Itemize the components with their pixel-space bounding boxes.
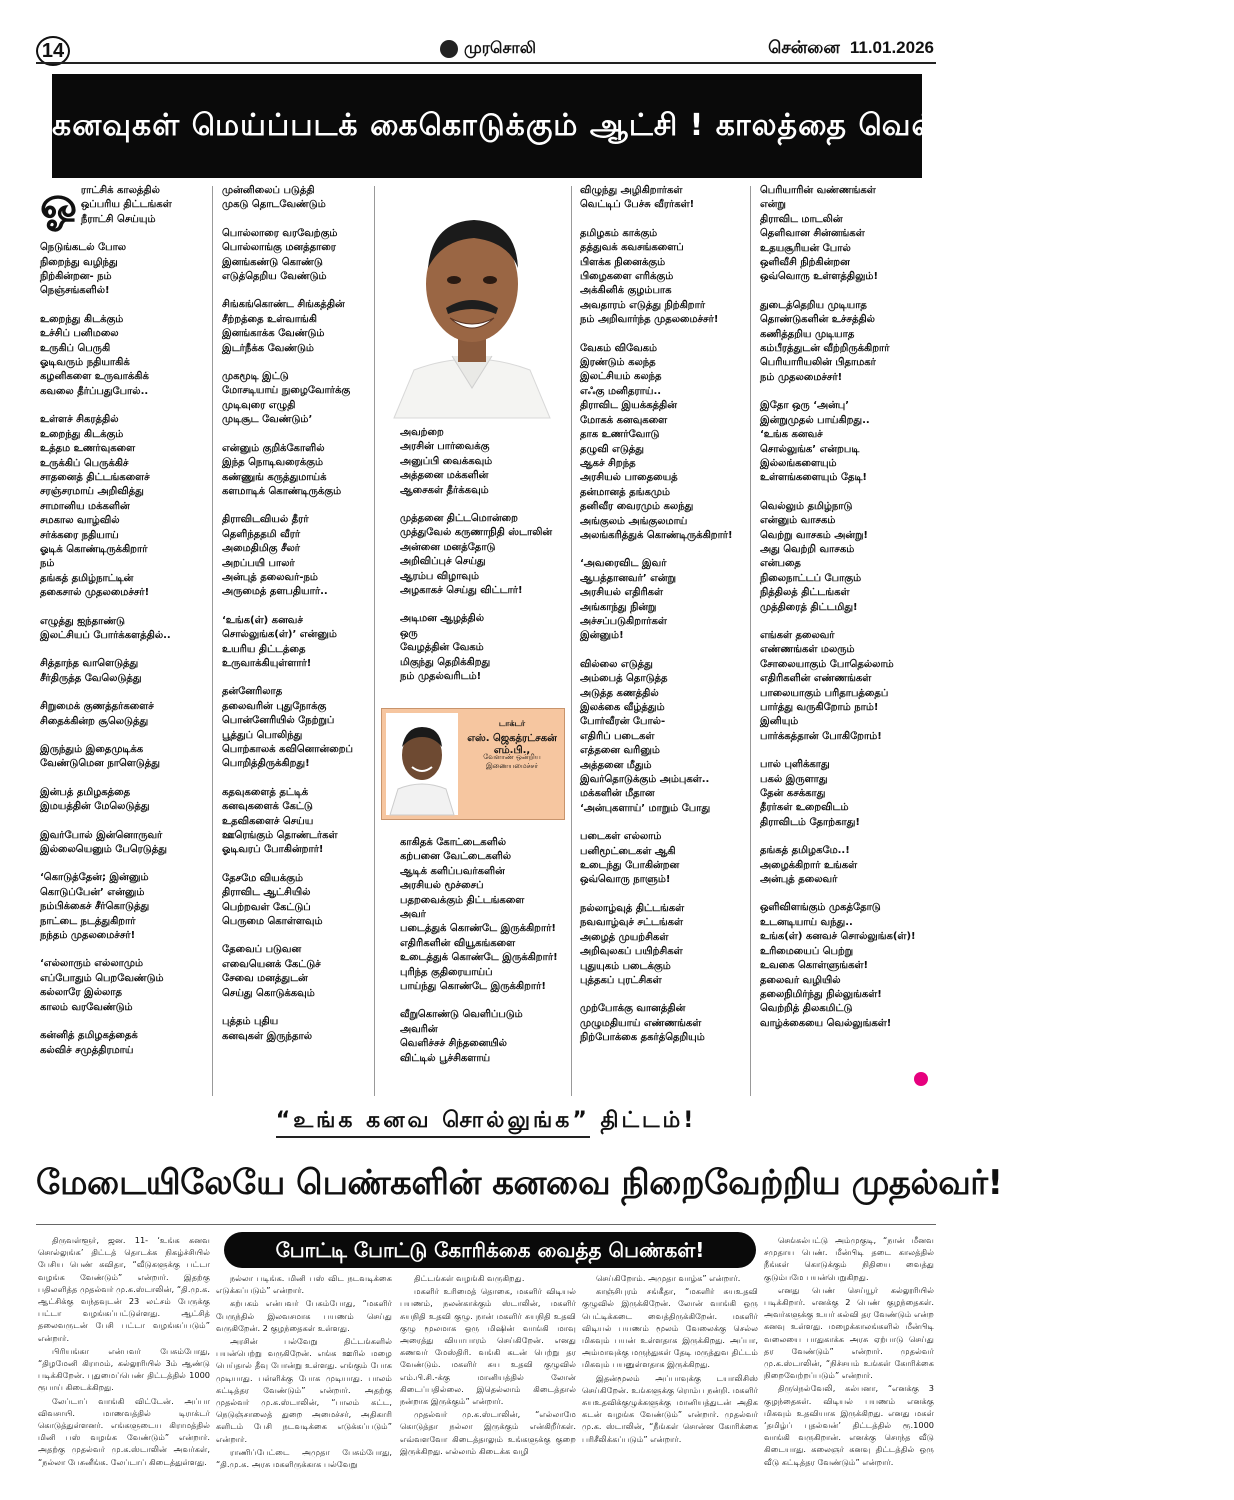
stanza: சித்தாந்த வாளெடுத்து சீர்திருத்த வேலெடுத்து bbox=[40, 658, 142, 684]
scheme-subtitle-quote: “உங்க கனவ சொல்லுங்க” bbox=[276, 1108, 590, 1138]
column-divider bbox=[212, 186, 213, 1096]
poem-column-1 bbox=[40, 179, 206, 1104]
paragraph: முதல்வர் மு.க.ஸ்டாலின், “எல்லாமே கொடுத்தா நல்லா இருக்கும் என்கிறீர்கள். எவ்வளவோ கிடைத்தாலும் உங்களுக்கு குறை இருக்கிறது. எல்லாம் கிடைக்க வழி bbox=[400, 1409, 576, 1456]
stanza: தங்கத் தமிழகமே..! அழைக்கிறார் உங்கள் அன்புத் தலைவர் bbox=[760, 845, 858, 886]
masthead bbox=[440, 38, 536, 59]
article-column-4 bbox=[582, 1272, 758, 1492]
paragraph: காஞ்சிபுரம் சங்கீதா, “மகளிர் சுயஉதவி குழுவில் இருக்கிறேன். லோன் வாங்கி ஒரு பெட்டிக்கடை வைத்திருக்கிறேன். மகளிர் விடியல் பயணம் மூலம் வேலைக்கு செல்ல மிகவும் பயன் உள்ளதாக இருக்கிறது. அப்பா, அம்மாவுக்கு மருந்துகள் தேடி மருத்துவ திட்டம் மிகவும் பயனுள்ளதாக இருக்கிறது. bbox=[582, 1286, 758, 1370]
stanza: முன்னிலைப் படுத்தி முகடு தொடவேண்டும் bbox=[222, 185, 326, 211]
column-divider bbox=[571, 186, 572, 1096]
article-rule bbox=[36, 1224, 936, 1225]
chief-minister-portrait bbox=[384, 188, 560, 418]
stanza: ராட்சிக் காலத்தில் ஒப்பரிய திட்டங்கள் நீராட்சி செய்யும் bbox=[80, 185, 172, 225]
stanza: சிறுமைக் குணத்தர்களைச் சிதைக்கின்ற சூலெடுத்து bbox=[40, 701, 154, 727]
stanza: துடைத்தெறிய முடியாத தொண்டுகளின் உச்சத்தில் கணித்தறிய முடியாத கம்பீரத்துடன் வீற்றிருக்கிறார் பெரியாரியலின் பிதாமகர் நம் முதலமைச்சர்! bbox=[760, 299, 890, 383]
author-name: எஸ். ஜெகத்ரட்சகன் எம்.பி., bbox=[467, 733, 557, 756]
poem-column-4 bbox=[580, 184, 744, 1104]
stanza: தேவைப் படுவன எவையெனக் கேட்டுச் சேவை மனத்துடன் செய்து கொடுக்கவும் bbox=[222, 944, 321, 999]
stanza: வீறுகொண்டு வெளிப்படும் அவரின் வெளிச்சச் சிந்தனையில் விட்டில் பூச்சிகளாய் bbox=[400, 1009, 523, 1064]
author-role: வேளாண் ஒன்றிய இணையமைச்சர் bbox=[483, 753, 541, 770]
stanza: படைகள் எல்லாம் பனிமூட்டைகள் ஆகி உடைந்து போகின்றன ஒவ்வொரு நாளும்! bbox=[580, 831, 680, 886]
page-header bbox=[0, 0, 972, 62]
stanza: உள்ளச் சிகரத்தில் உறைந்து கிடக்கும் உத்தம உணர்வுகளை உருக்கிப் பெருக்கிச் சாதனைத் திட்டங்களைச் சரஞ்சரமாய் அறிவித்து சாமானிய மக்களின் சமகால வாழ்வில் சர்க்கரை நதியாய் ஓடிக் கொண்டிருக்கிறார் நம் தங்கத் தமிழ்நாட்டின் தகைசால் முதலமைச்சர்! bbox=[40, 414, 150, 599]
author-photo bbox=[386, 713, 458, 815]
stanza: இருந்தும் இதைமுடிக்க வேண்டுமென நாளெடுத்து bbox=[40, 744, 160, 770]
author-title: டாக்டர் bbox=[498, 719, 526, 728]
poem-column-2 bbox=[222, 184, 368, 1104]
stanza: இதோ ஒரு ‘அன்பு’ இன்றுமுதல் பாய்கிறது.. ‘உங்க கனவச் சொல்லுங்க’ என்றபடி இல்லங்களையும் உள்ளங்களையும் தேடி! bbox=[760, 400, 870, 484]
stanza: ஒளிவிளங்கும் முகத்தோடு உடனடியாய் வந்து.. உங்க(ள்) கனவச் சொல்லுங்க(ள்)! உரிமையைப் பெற்று உவகை கொள்ளுங்கள்! தலைவர் வழியில் தலைநிமிர்ந்து நில்லுங்கள்! வெற்றித் திலகமிட்டு வாழ்க்கையை வெல்லுங்கள்! bbox=[760, 902, 916, 1029]
author-photo-illustration bbox=[386, 713, 458, 815]
article-column-3 bbox=[400, 1272, 576, 1492]
paragraph: எனது பெண் செய்யூர் கல்லூரியில் படிக்கிறார். எனக்கு 2 பெண் குழந்தைகள். அவர்களுக்கு உயர் கல்வி தர வேண்டும் என்ற கனவு உள்ளது. மழைக்காலங்களில் மீன்பிடி வலையை பாதுகாக்க அரசு ஏற்பாடு செய்து தர வேண்டும்” என்றார். முதல்வர் மு.க.ஸ்டாலின், “நிச்சயம் உங்கள் கோரிக்கை நிறைவேற்றப்படும்” என்றார். bbox=[764, 1284, 934, 1381]
stanza: வில்லை எடுத்து அம்பைத் தொடுத்த அடுத்த கணத்தில் இலக்கை வீழ்த்தும் போர்வீரன் போல்- எதிரிப் படைகள் எத்தனை வரினும் அத்தனை மீதும் இவர்தொடுக்கும் அம்புகள்.. மக்களின் மீதான ‘அன்புகளாய்’ மாறும் போது bbox=[580, 658, 711, 814]
city-date bbox=[758, 38, 934, 60]
column-divider bbox=[750, 186, 751, 1096]
paragraph: பிரியங்கா என்பவர் பேசும்போது, “திழமேனி கிராமம், கல்லூரியில் 3ம் ஆண்டு படிக்கிறேன். புதுமைப்பெண் திட்டத்தில் 1000 ரூபாய் கிடைக்கிறது. bbox=[38, 1345, 210, 1393]
portrait-illustration bbox=[384, 188, 560, 418]
stanza: உறைந்து கிடக்கும் உச்சிப் பனிமலை உருகிப் பெருகி ஓடிவரும் நதியாகிக் கழனிகளை உருவாக்கிக் கவலை தீர்ப்பதுபோல்.. bbox=[40, 313, 149, 397]
stanza: தேசமே வியக்கும் திராவிட ஆட்சியில் பெற்றவள் கேட்டுப் பெருமை கொள்ளவும் bbox=[222, 872, 323, 928]
stanza: முகமூடி இட்டு மோசடியாய் நுழைவோர்க்கு முடிவுரை எழுதி முடிசூட வேண்டும்’ bbox=[222, 371, 351, 426]
city: சென்னை bbox=[768, 38, 840, 57]
stanza: முற்போக்கு வானத்தின் முழுமதியாய் எண்ணங்கள் நிற்போக்கை தகர்த்தெறியும் bbox=[580, 1003, 705, 1044]
poem-column-3 bbox=[400, 426, 564, 706]
stanza: நெடுங்கடல் போல நிறைந்து வழிந்து நிற்கின்றன- நம் நெஞ்சங்களில்! bbox=[40, 242, 127, 297]
stanza: நல்லாழ்வுத் திட்டங்கள் நவவாழ்வுச் சட்டங்கள் அழைத் முயற்சிகள் அறிவுலகப் பயிற்சிகள் புதுயுகம் படைக்கும் புத்தகப் புரட்சிகள் bbox=[580, 902, 685, 986]
masthead-name: முரசொலி bbox=[464, 38, 536, 57]
paragraph: கற்பகம் என்பவர் பேசும்போது, “மகளிர் பேருந்தில் இலவசமாக பயணம் செய்து வருகிறேன். 2 குழந்தைகள் உள்ளது. bbox=[216, 1298, 392, 1333]
page-number: 14 bbox=[36, 36, 70, 66]
stanza: புத்தம் புதிய கனவுகள் இருந்தால் bbox=[222, 1016, 313, 1042]
stanza: எழுத்து ஐந்தாண்டு இலட்சியப் போர்க்களத்தில்.. bbox=[40, 615, 171, 641]
paragraph: செய்கிறோம். அமுதா வாழ்க” என்றார். bbox=[596, 1273, 741, 1283]
author-card bbox=[381, 708, 565, 820]
stanza: பால் புளிக்காது பகல் இருளாது தேன் கசக்காது தீரர்கள் உறைவிடம் திராவிடம் தோற்காது! bbox=[760, 759, 860, 828]
scheme-subtitle-rest: திட்டம்! bbox=[600, 1108, 697, 1133]
poem-column-3b bbox=[400, 836, 564, 1098]
paragraph: லேப்டாப் வாங்கி விட்டேன். அப்பா விவசாயி. மாணவத்தில் டிராக்டர் கொடுத்துள்ளனர். எங்களுடைய கிராமத்தில் மினி பஸ் வழங்க வேண்டும்” என்றார். அதற்கு முதல்வர் மு.க.ஸ்டாலின் அவர்கள், “நல்லா பேசுனீங்க. லேப்டாப் கிடைத்துள்ளது. bbox=[38, 1395, 210, 1467]
paragraph: இதன்மூலம் அப்பாவுக்கு டயாலிசிஸ் செய்கிறேன். உங்களுக்கு ரொம்ப நன்றி. மகளிர் சுயஉதவிக்குழுக்களுக்கு மானியத்துடன் அதிக கடன் வழங்க வேண்டும்” என்றார். முதல்வர் மு.க. ஸ்டாலின், “நீங்கள் சொன்ன கோரிக்கை பரிசீலிக்கப்படும்” என்றார். bbox=[582, 1372, 758, 1444]
paragraph: நல்லா படிங்க. மினி பஸ் விட நடவடிக்கை எடுக்கப்படும்” என்றார். bbox=[216, 1273, 392, 1296]
stanza: காகிதக் கோட்டைகளில் கற்பனை வேட்டைகளில் ஆடிக் களிப்பவர்களின் அரசியல் மூச்சைப் பதறவைக்கும் திட்டங்களை அவர் படைத்துக் கொண்டே இருக்கிறார்! எதிரிகளின் வியூகங்களை உடைத்துக் கொண்டே இருக்கிறார்! புரிந்த குதிரையாய்ப் பாய்ந்து கொண்டே இருக்கிறார்! bbox=[400, 837, 558, 993]
article-column-2 bbox=[216, 1272, 392, 1492]
stanza: தன்னேரிலாத தலைவரின் புதுநோக்கு பொன்னேரியில் நேற்றுப் பூத்துப் பொலிந்து பொற்காலக் கவினொன்றைப் பொறித்திருக்கிறது! bbox=[222, 686, 353, 770]
stanza: அவற்றை அரசின் பார்வைக்கு அனுப்பி வைக்கவும் அத்தனை மக்களின் ஆசைகள் தீர்க்கவும் bbox=[400, 427, 493, 496]
stanza: சிங்கங்கொண்ட சிங்கத்தின் சீற்றத்தை உள்வாங்கி இனங்காக்க வேண்டும் இடர்நீக்க வேண்டும் bbox=[222, 299, 345, 354]
stanza: விழுந்து அழிகிறார்கள் வெட்டிப் பேச்சு வீரர்கள்! bbox=[580, 185, 695, 211]
paragraph: திருவள்ளூர், ஜன. 11- ‘உங்க கனவ சொல்லுங்க’ திட்டத் தொடக்க நிகழ்ச்சியில் பேசிய பெண் கவிதா, “வீடுகளுக்கு பட்டா வழங்க வேண்டும்” என்றார். இதற்கு பதிலளித்த முதல்வர் மு.க.ஸ்டாலின், “தி.மு.க. ஆட்சிக்கு வந்தவுடன் 23 லட்சம் பேருக்கு பட்டா வழங்கப்பட்டுள்ளது. ஆட்சித் தலைவருடன் பேசி பட்டா வழங்கப்படும்” என்றார். bbox=[38, 1235, 210, 1343]
header-rule bbox=[36, 62, 936, 64]
paragraph: திருநெல்வேலி, கல்பனா, “எனக்கு 3 குழந்தைகள். விடியல் பயணம் எனக்கு மிகவும் உதவியாக இருக்கிறது. எனது மகள் ‘தமிழ்ப் புதல்வன்’ திட்டத்தில் ரூ.1000 வாங்கி வருகிறான். எனக்கு சொந்த வீடு கிடையாது. கலைஞர் கனவு திட்டத்தில் ஒரு வீடு கட்டித்தர வேண்டும்” என்றார். bbox=[764, 1383, 934, 1467]
poem-column-5 bbox=[760, 184, 932, 1104]
scheme-subtitle bbox=[36, 1108, 936, 1138]
paragraph: செங்கல்பட்டு அம்முகுடி, “நான் மீனவ சமுதாய பெண். மீன்பிடி தடை காலத்தில் நீங்கள் கொடுக்கும் நிதியை வைத்து குடும்பமே பயன்பெறுகிறது. bbox=[764, 1235, 934, 1282]
article-headline: மேடையிலேயே பெண்களின் கனவை நிறைவேற்றிய முதல்வர்! bbox=[36, 1163, 1003, 1203]
stanza: திராவிடவியல் தீரர் தெளிந்ததமி வீரர் அமைதிமிகு சீலர் அறப்பயி பாலர் அன்புத் தலைவர்-நம் அருமைத் தளபதியார்.. bbox=[222, 514, 328, 598]
stanza: தமிழகம் காக்கும் தத்துவக் கவசங்களைப் பிளக்க நினைக்கும் பிழைகளை எரிக்கும் அக்கினிக் குழம்பாக அவதாரம் எடுத்து நிற்கிறார் நம் அறிவார்ந்த முதலமைச்சர்! bbox=[580, 227, 719, 326]
paragraph: அரசின் பல்வேறு திட்டங்களில் பயன்பெற்று வருகிறேன். எங்க ஊரில் மழை பெய்தால் தீவு போன்று உள்ளது. எங்கும் போக முடியாது. பள்ளிக்கு போக முடியாது. பாலம் கட்டித்தர வேண்டும்” என்றார். அதற்கு முதல்வர் மு.க.ஸ்டாலின், “பாலம் கட்ட, நெடுஞ்சாலைத் துறை அமைச்சர், அதிகாரி களிடம் பேசி நடவடிக்கை எடுக்கப்படும்” என்றார். bbox=[216, 1336, 392, 1444]
article-column-1 bbox=[38, 1234, 210, 1492]
stanza: இவர்போல் இன்னொருவர் இல்லையெனும் பேரெடுத்து bbox=[40, 829, 167, 856]
stanza: இன்பத் தமிழகத்தை இமயத்தின் மேலெடுத்து bbox=[40, 786, 150, 813]
stanza: பெரியாரின் வண்ணங்கள் என்று திராவிட மாடலின் தெளிவான சின்னங்கள் உதயசூரியன் போல் ஒளிவீசி நிற்கின்றன ஒவ்வொரு உள்ளத்திலும்! bbox=[760, 185, 879, 283]
column-divider bbox=[374, 186, 375, 1096]
stanza: ‘கொடுத்தேன்; இன்னும் கொடுப்பேன்’ என்னும் நம்பிக்கைச் சீர்கொடுத்து நாட்டை நடத்துகிறார் நந்தம் முதலமைச்சர்! bbox=[40, 872, 150, 942]
paragraph: ராணிப்பேட்டை அமுதா பேசும்போது, “தி.மு.க. அரசு மகளிருக்காக பல்வேறு bbox=[216, 1446, 392, 1470]
stanza: அடிமன ஆழத்தில் ஒரு வேழத்தின் வேகம் மிகுந்து தெறிக்கிறது நம் முதல்வரிடம்! bbox=[400, 613, 491, 683]
stanza: பொல்லாரை வரவேற்கும் பொல்லாங்கு மனத்தாரை இனங்கண்டு கொண்டு எடுத்தெறிய வேண்டும் bbox=[222, 227, 338, 283]
stanza: ‘அவரைவிட இவர் ஆபத்தானவர்’ என்று அரசியல் எதிரிகள் அங்காந்து நின்று அச்சப்படுகிறார்கள் இன்னும்! bbox=[580, 558, 676, 642]
stanza: ‘எல்லாரும் எல்லாமும் எப்போதும் பெறவேண்டும் கல்லாரே இல்லாத காலம் வரவேண்டும் bbox=[40, 958, 164, 1013]
masthead-logo-icon bbox=[440, 40, 458, 58]
stanza: என்னும் குறிக்கோளில் இந்த நொடிவரைக்கும் கண்ணுங் கருத்துமாய்க் களமாடிக் கொண்டிருக்கும் bbox=[222, 442, 342, 497]
article-box-heading: போட்டி போட்டு கோரிக்கை வைத்த பெண்கள்! bbox=[224, 1232, 756, 1268]
stanza: முத்தனை திட்டமொன்றை முத்துவேல் கருணாநிதி ஸ்டாலின் அன்னை மனத்தோடு அறிவிப்புச் செய்து ஆரம்ப விழாவும் அழகாகச் செய்து விட்டார்! bbox=[400, 513, 553, 597]
stanza: எங்கள் தலைவர் எண்ணங்கள் மலரும் சோலையாகும் போதெல்லாம் எதிரிகளின் எண்ணங்கள் பாலையாகும் பரிதாபத்தைப் பார்த்து வருகிறோம் நாம்! இனியும் பார்க்கத்தான் போகிறோம்! bbox=[760, 629, 894, 742]
end-marker-icon bbox=[914, 1072, 928, 1086]
stanza: கன்னித் தமிழகத்தைக் கல்விச் சமுத்திரமாய் bbox=[40, 1030, 138, 1056]
stanza: கதவுகளைத் தட்டிக் கனவுகளைக் கேட்டு உதவிகளைச் செய்ய ஊரெங்கும் தொண்டர்கள் ஓடிவரப் போகின்றார்! bbox=[222, 786, 338, 856]
main-headline: கனவுகள் மெய்ப்படக் கைகொடுக்கும் ஆட்சி ! காலத்தை வெல்லும் கம்பீரக் காட்சி ! bbox=[52, 74, 922, 178]
stanza: ‘உங்க(ள்) கனவச் சொல்லுங்க(ள்)’ என்னும் உயரிய திட்டத்தை உருவாக்கியுள்ளார்! bbox=[222, 614, 337, 669]
paragraph: திட்டங்கள் வழங்கி வருகிறது. bbox=[414, 1273, 525, 1283]
stanza: வெல்லும் தமிழ்நாடு என்னும் வாசகம் வெற்று வாசகம் அன்று! அது வெற்றி வாசகம் என்பதை நிலைநாட்டப் போகும் நித்திலத் திட்டங்கள் முத்திரைத் திட்டமிது! bbox=[760, 500, 868, 613]
stanza: வேகம் விவேகம் இரண்டும் கலந்த இலட்சியம் கலந்த எஃகு மனிதராய்.. திராவிட இயக்கத்தின் மோகக் கனவுகளை தாக உணர்வோடு தழுவி எடுத்து ஆகச் சிறந்த அரசியல் பாதையைத் தன்மானத் தங்கமும் தனிவீர வைரமும் கலந்து அங்குலம் அங்குலமாய் அலங்கரித்துக் கொண்டிருக்கிறார்! bbox=[580, 342, 733, 541]
paragraph: மகளிர் உரிமைத் தொகை, மகளிர் விடியல் பயணம், நலன்காக்கும் ஸ்டாலின், மகளிர் சுயநிதி உதவி குழு. நான் மகளிர் சுயநிதி உதவி குழு மூலமாக ஒரு மிஷின் வாங்கி மாவு அரைத்து வியாபாரம் செய்கிறேன். எனது கணவர் மேஸ்திரி. வங்கி கடன் பெற்று தர வேண்டும். மகளிர் சுய உதவி குழுவில் எம்.பி.சி.-க்கு மானியத்தில் லோன் கிடைப்பதில்லை. இதெல்லாம் கிடைத்தால் நன்றாக இருக்கும்” என்றார். bbox=[400, 1286, 576, 1407]
date: 11.01.2026 bbox=[849, 38, 934, 57]
article-column-5 bbox=[764, 1234, 934, 1492]
drop-cap: ஓ bbox=[40, 179, 77, 228]
